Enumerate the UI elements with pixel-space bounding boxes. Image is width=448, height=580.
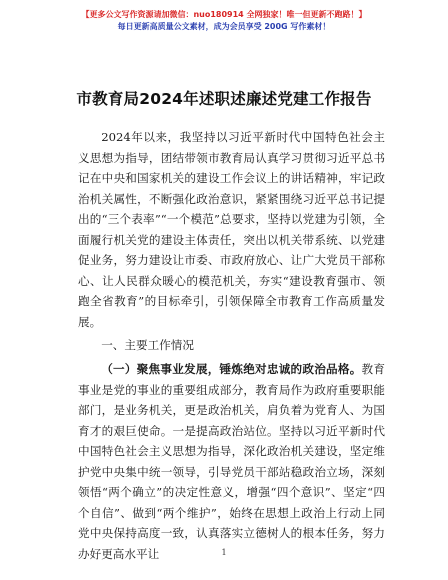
subsection-paragraph	[78, 359, 385, 564]
subsection-title: （一）聚焦事业发展，锤炼绝对忠诚的政治品格。	[101, 362, 362, 377]
promo-banner	[0, 9, 448, 33]
document-body	[78, 127, 385, 564]
page-number: 1	[221, 548, 227, 557]
promo-line-membership: 每日更新高质量公文素材，成为会员享受 200G 写作素材！	[117, 22, 331, 31]
promo-line-wechat: 【更多公文写作资源请加微信：nuo180914 全网独家！唯一但更新不跑路！】	[81, 10, 367, 19]
document-title: 市教育局2024年述职述廉述党建工作报告	[76, 90, 372, 108]
intro-paragraph: 2024年以来，我坚持以习近平新时代中国特色社会主义思想为指导，团结带领市教育局认真学习贯彻习近平总书记在中央和国家机关的建设工作会议上的讲话精神，牢记政治机关属性，不断强化政治意识，紧紧围绕习近平总书记提出的“三个表率”“一个模范”总要求，坚持以党建为引领，全面履行机关党的建设主体责任，突出以机关带系统、以党建促业务，努力建设让市委、市政府放心、让广大党员干部称心、让人民群众暖心的模范机关，夯实“建设教育强市、领跑全省教育”的目标牵引，引领保障全市教育工作高质量发展。	[78, 130, 385, 329]
subsection-body: 教育事业是党的事业的重要组成部分，教育局作为政府重要职能部门，是业务机关，更是政治机关，肩负着为党育人、为国育才的艰巨使命。一是提高政治站位。坚持以习近平新时代中国特色社会主义思想为指导，深化政治机关建设，坚定维护党中央集中统一领导，引导党员干部站稳政治立场，深刻领悟“两个确立”的决定性意义，增强“四个意识”、坚定“四个自信”、做到“两个维护”，始终在思想上政治上行动上同党中央保持高度一致，认真落实立德树人的根本任务，努力办好更高水平让	[78, 362, 385, 561]
section-heading: 一、主要工作情况	[101, 338, 194, 353]
